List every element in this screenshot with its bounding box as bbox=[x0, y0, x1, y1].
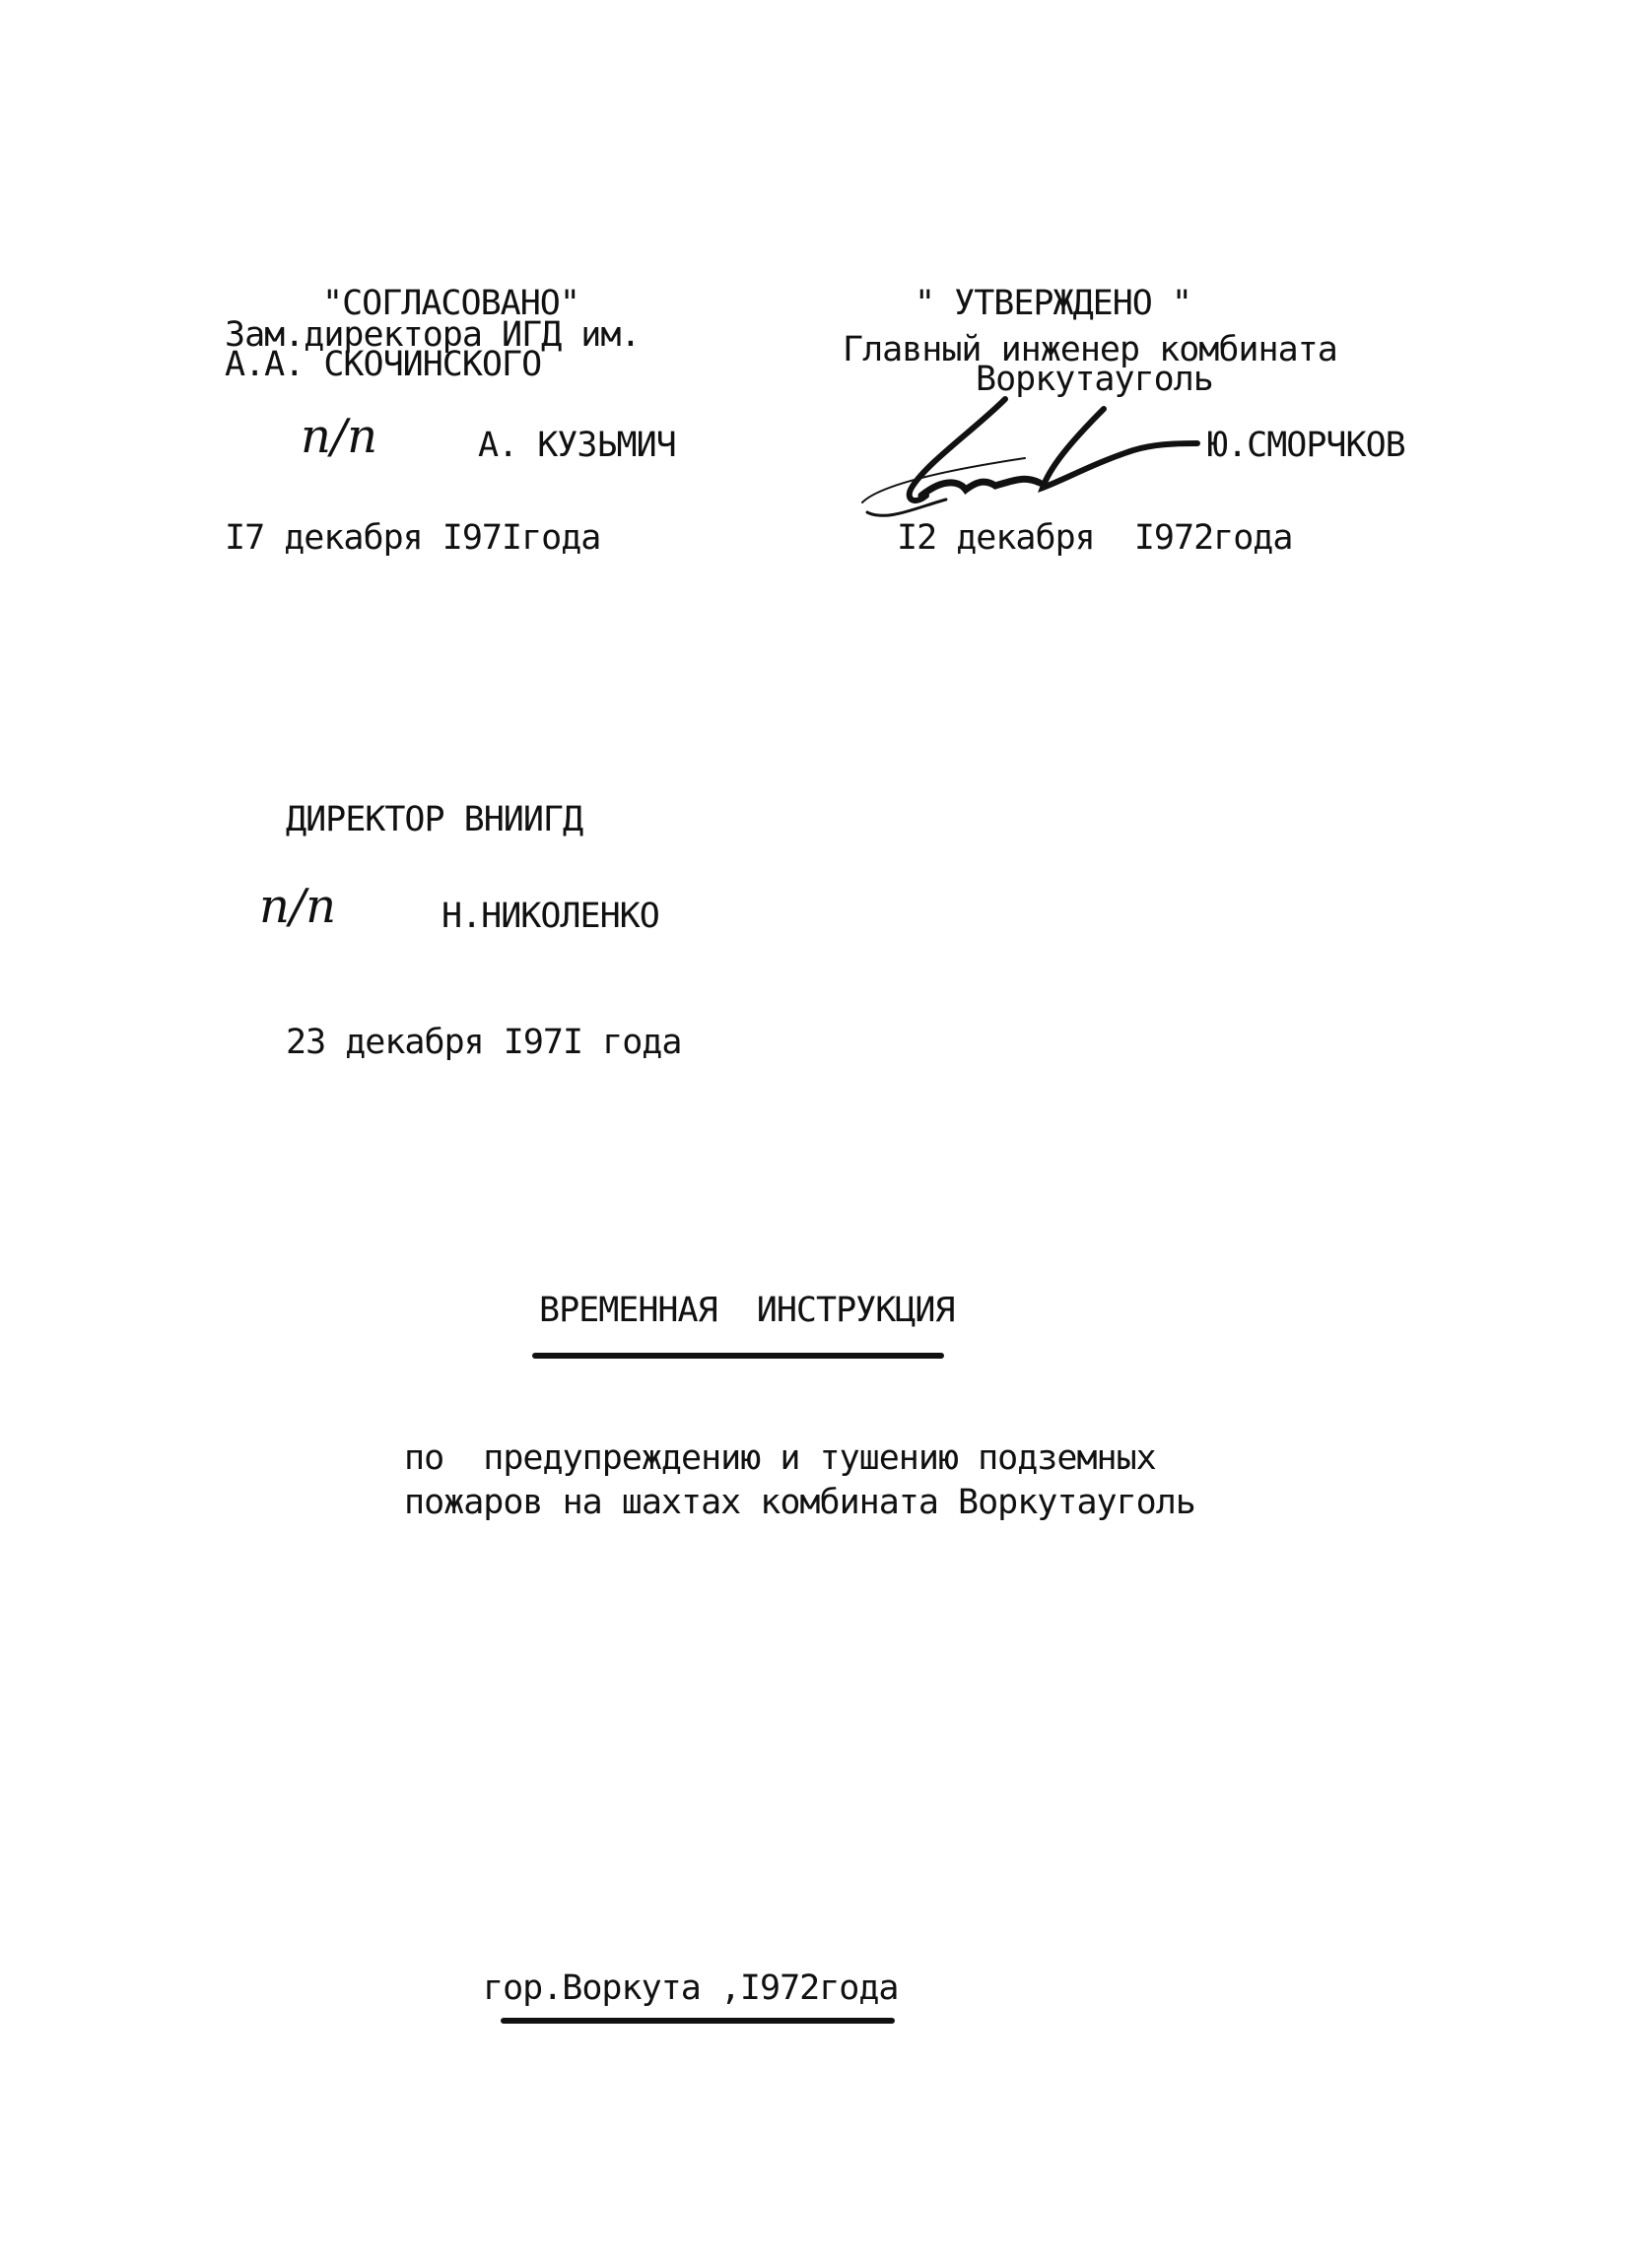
handwritten-signature bbox=[857, 389, 1212, 527]
director-position: ДИРЕКТОР ВНИИГД bbox=[286, 800, 583, 839]
approver-position-right-line1: Главный инженер комбината bbox=[843, 330, 1337, 369]
approval-heading-left: "СОГЛАСОВАНО" bbox=[322, 284, 579, 323]
document-subtitle-line1: по предупреждению и тушению подземных bbox=[404, 1438, 1156, 1478]
place-underline bbox=[501, 2018, 895, 2024]
pp-mark-left: п/п bbox=[301, 409, 377, 464]
approver-name-right: Ю.СМОРЧКОВ bbox=[1207, 426, 1405, 465]
place-and-year: гор.Воркута ,I972года bbox=[483, 1968, 899, 2008]
approver-position-line1: Зам.директора ИГД им. bbox=[225, 315, 641, 355]
approval-date-right: I2 декабря I972года bbox=[897, 518, 1293, 558]
approval-heading-right: " УТВЕРЖДЕНО " bbox=[915, 284, 1192, 323]
director-name: Н.НИКОЛЕНКО bbox=[441, 897, 659, 936]
approver-name-left: А. КУЗЬМИЧ bbox=[478, 426, 676, 465]
pp-mark-director: п/п bbox=[259, 879, 336, 934]
title-underline bbox=[532, 1353, 944, 1359]
document-title: ВРЕМЕННАЯ ИНСТРУКЦИЯ bbox=[539, 1291, 955, 1330]
director-date: 23 декабря I97I года bbox=[286, 1023, 682, 1062]
approver-position-right-line2: Воркутауголь bbox=[976, 360, 1213, 399]
approval-date-left: I7 декабря I97Iгода bbox=[225, 518, 601, 558]
approver-position-line2: А.А. СКОЧИНСКОГО bbox=[225, 345, 542, 384]
document-subtitle-line2: пожаров на шахтах комбината Воркутауголь bbox=[404, 1483, 1195, 1522]
